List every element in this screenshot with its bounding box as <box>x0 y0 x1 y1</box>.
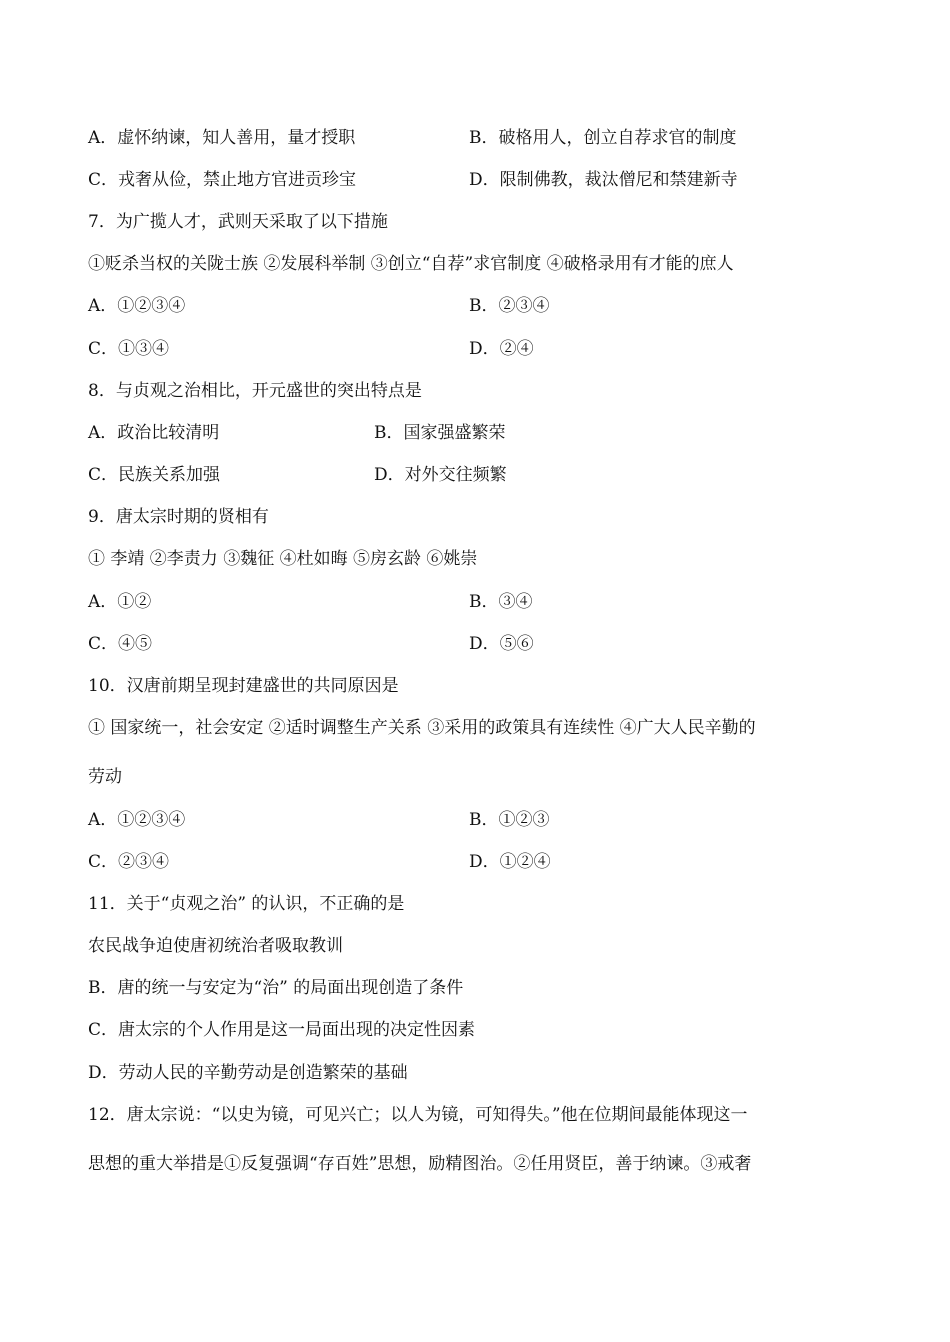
q10-items: ① 国家统一，社会安定 ②适时调整生产关系 ③采用的政策具有连续性 ④广大人民辛勤的 <box>88 718 756 738</box>
q9-option-b: B．③④ <box>469 592 533 612</box>
q11-option-c: C．唐太宗的个人作用是这一局面出现的决定性因素 <box>88 1020 476 1040</box>
q8-option-a: A．政治比较清明 <box>88 423 220 443</box>
q8-stem: 8．与贞观之治相比，开元盛世的突出特点是 <box>88 381 422 401</box>
q9-option-a: A．①② <box>88 592 152 612</box>
q10-option-a: A．①②③④ <box>88 810 186 830</box>
q8-option-c: C．民族关系加强 <box>88 465 221 485</box>
q7-items: ①贬杀当权的关陇士族 ②发展科举制 ③创立“自荐”求官制度 ④破格录用有才能的庶人 <box>88 254 734 274</box>
q7-option-b: B．②③④ <box>469 296 550 316</box>
q10-stem: 10．汉唐前期呈现封建盛世的共同原因是 <box>88 676 399 696</box>
q9-stem: 9．唐太宗时期的贤相有 <box>88 507 269 527</box>
q11-option-a: 农民战争迫使唐初统治者吸取教训 <box>88 936 343 956</box>
q6-option-a: A．虚怀纳谏，知人善用，量才授职 <box>88 128 356 148</box>
q7-option-c: C．①③④ <box>88 339 170 359</box>
q7-option-d: D．②④ <box>469 339 534 359</box>
q9-option-c: C．④⑤ <box>88 634 153 654</box>
q10-option-b: B．①②③ <box>469 810 550 830</box>
q6-option-c: C．戎奢从俭，禁止地方官进贡珍宝 <box>88 170 357 190</box>
q10-option-d: D．①②④ <box>469 852 551 872</box>
q7-option-a: A．①②③④ <box>88 296 186 316</box>
q8-option-d: D．对外交往频繁 <box>374 465 507 485</box>
q12-line-1: 12．唐太宗说：“以史为镜，可见兴亡；以人为镜，可知得失。”他在位期间最能体现这一 <box>88 1105 748 1125</box>
q6-option-d: D．限制佛教，裁汰僧尼和禁建新寺 <box>469 170 738 190</box>
q12-line-2: 思想的重大举措是①反复强调“存百姓”思想，励精图治。②任用贤臣，善于纳谏。③戒奢 <box>88 1154 752 1174</box>
q11-option-d: D．劳动人民的辛勤劳动是创造繁荣的基础 <box>88 1063 408 1083</box>
q9-items: ① 李靖 ②李责力 ③魏征 ④杜如晦 ⑤房玄龄 ⑥姚崇 <box>88 549 478 569</box>
q9-option-d: D．⑤⑥ <box>469 634 534 654</box>
q11-stem: 11．关于“贞观之治” 的认识，不正确的是 <box>88 894 405 914</box>
q10-items-continued: 劳动 <box>88 767 122 787</box>
q11-option-b: B．唐的统一与安定为“治” 的局面出现创造了条件 <box>88 978 464 998</box>
q6-option-b: B．破格用人，创立自荐求官的制度 <box>469 128 737 148</box>
q10-option-c: C．②③④ <box>88 852 170 872</box>
q7-stem: 7．为广揽人才，武则天采取了以下措施 <box>88 212 388 232</box>
q8-option-b: B．国家强盛繁荣 <box>374 423 506 443</box>
